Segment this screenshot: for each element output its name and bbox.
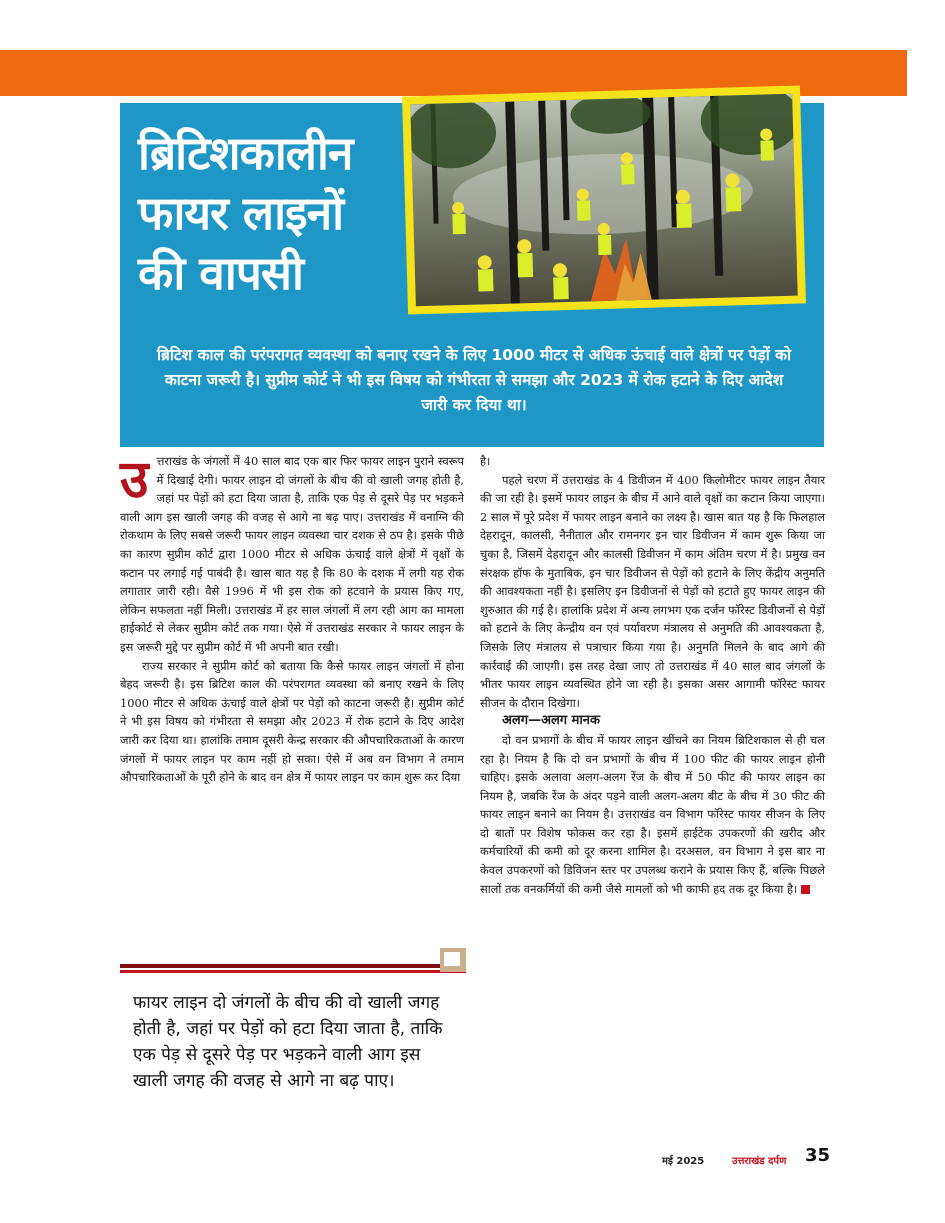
footer-magazine-name: उत्तराखंड दर्पण (732, 1156, 787, 1167)
column-rule-dark (120, 964, 466, 968)
column-continuation: है। (480, 454, 491, 468)
body-paragraph-1-text: त्तराखंड के जंगलों में 40 साल बाद एक बार फिर फायर लाइन पुराने स्वरूप में दिखाई देगी। फायर लाइन दो जंगलों के बीच की वो खाली जगह होती है, जहां पर पेड़ों को हटा दिया जाता है, ताकि एक पेड़ से दूसरे पेड़ पर भड़कने वाली आग इस खाली जगह की वजह से आगे ना बढ़ पाए। उत्तराखंड में वनाग्नि की रोकथाम के लिए सबसे जरूरी फायर लाइन व्यवस्था चार दशक से ठप है। इसके पीछे का कारण सुप्रीम कोर्ट द्वारा 1000 मीटर से अधिक ऊंचाई वाले क्षेत्रों में वृक्षों के कटान पर लगाई गई पाबंदी है। खास बात यह है कि 80 के दशक में लगी यह रोक लगातार जारी रही। वैसे 1996 में भी इस रोक को हटवाने के प्रयास किए गए, लेकिन सफलता नहीं मिली। उत्तराखंड में हर साल जंगलों में लग रही आग का मामला हाईकोर्ट से लेकर सुप्रीम कोर्ट तक गया। ऐसे में उत्तराखंड सरकार ने फायर लाइन के इस जरूरी मुद्दे पर सुप्रीम कोर्ट में भी अपनी बात रखी। (120, 454, 464, 654)
section-subhead: अलग—अलग मानक (502, 713, 600, 729)
photo-frame (402, 85, 806, 314)
body-paragraph-4 (480, 731, 825, 898)
pull-quote: फायर लाइन दो जंगलों के बीच की वो खाली जगह होती है, जहां पर पेड़ों को हटा दिया जाता है, ताकि एक पेड़ से दूसरे पेड़ पर भड़कने वाली आग इस खाली जगह की वजह से आगे ना बढ़ पाए। (133, 993, 443, 1091)
column-rule-red (120, 970, 466, 973)
hero-panel (120, 103, 824, 447)
article-headline (138, 123, 408, 303)
right-column (480, 452, 825, 898)
body-paragraph-4-text: दो वन प्रभागों के बीच में फायर लाइन खींचने का नियम ब्रिटिशकाल से ही चल रहा है। नियम है कि दो वन प्रभागों के बीच में 100 फीट की फायर लाइन होनी चाहिए। इसके अलावा अलग-अलग रेंज के बीच में 50 फीट की फायर लाइन का नियम है, जबकि रेंज के अंदर पड़ने वाली अलग-अलग बीट के बीच में 30 फीट की फायर लाइन बनाने का नियम है। उत्तराखंड वन विभाग फॉरेस्ट फायर सीजन के लिए दो बातों पर विशेष फोकस कर रहा है। इसमें हाईटेक उपकरणों की खरीद और कर्मचारियों की कमी को दूर करना शामिल है। दरअसल, वन विभाग ने इस बार ना केवल उपकरणों को डिविजन स्तर पर उपलब्ध कराने के प्रयास किए हैं, बल्कि पिछले सालों तक वनकर्मियों की कमी जैसे मामलों को भी काफी हद तक दूर किया है। (480, 732, 825, 896)
headline-line-1: ब्रिटिशकालीन (138, 126, 353, 180)
page-number: 35 (805, 1145, 831, 1166)
left-column (120, 452, 464, 787)
body-paragraph-1 (120, 452, 464, 657)
rule-corner-ornament (440, 948, 466, 972)
forest-firefighters-photo (410, 94, 797, 307)
footer-date: मई 2025 (662, 1156, 705, 1167)
end-of-article-icon (801, 885, 810, 894)
body-paragraph-2: राज्य सरकार ने सुप्रीम कोर्ट को बताया कि कैसे फायर लाइन जंगलों में होना बेहद जरूरी है। इस ब्रिटिश काल की परंपरागत व्यवस्था को बनाए रखने के लिए 1000 मीटर से अधिक ऊंचाई वाले क्षेत्रों पर पेड़ों को काटना जरूरी है। सुप्रीम कोर्ट ने भी इस विषय को गंभीरता से समझा और 2023 में रोक हटाने के दिए आदेश जारी कर दिया था। हालांकि तमाम दूसरी केन्द्र सरकार की औपचारिकताओं के कारण जंगलों में फायर लाइन पर काम नहीं हो सका। ऐसे में अब वन विभाग ने तमाम औपचारिकताओं के पूरी होने के बाद वन क्षेत्र में फायर लाइन पर काम शुरू कर दिया (120, 658, 464, 785)
article-deck: ब्रिटिश काल की परंपरागत व्यवस्था को बनाए रखने के लिए 1000 मीटर से अधिक ऊंचाई वाले क्षेत्रों पर पेड़ों को काटना जरूरी है। सुप्रीम कोर्ट ने भी इस विषय को गंभीरता से समझा और 2023 में रोक हटाने के दिए आदेश जारी कर दिया था। (156, 346, 792, 414)
headline-line-2: फायर लाइनों (138, 186, 344, 240)
drop-cap: उ (120, 450, 149, 510)
body-paragraph-3: पहले चरण में उत्तराखंड के 4 डिवीजन में 400 किलोमीटर फायर लाइन तैयार की जा रही है। इसमें फायर लाइन के बीच में आने वाले वृक्षों का कटान किया जाएगा। 2 साल में पूरे प्रदेश में फायर लाइन बनाने का लक्ष्य है। खास बात यह है कि फिलहाल देहरादून, कालसी, नैनीताल और रामनगर इन चार डिवीजन में काम शुरू किया जा चुका है, जिसमें देहरादून और कालसी डिवीजन में काम अंतिम चरण में है। प्रमुख वन संरक्षक हॉफ के मुताबिक, इन चार डिवीजन से पेड़ों को हटाने के लिए केंद्रीय अनुमति की आवश्यकता नहीं है। इसलिए इन डिवीजनों से पेड़ों को हटाते हुए फायर लाइन की शुरुआत की गई है। हालांकि प्रदेश में अन्य लगभग एक दर्जन फॉरेस्ट डिवीजनों से पेड़ों को हटाने के लिए केन्द्रीय वन एवं पर्यावरण मंत्रालय से अनुमति की आवश्यकता है, जिसके लिए मंत्रालय से पत्राचार किया गया है। अनुमति मिलने के बाद आगे की कार्रवाई की जाएगी। इस तरह देखा जाए तो उत्तराखंड में 40 साल बाद जंगलों के भीतर फायर लाइन व्यवस्थित होने जा रही है। इसका असर आगामी फॉरेस्ट फायर सीजन के दौरान दिखेगा। (480, 472, 825, 710)
headline-line-3: की वापसी (138, 246, 303, 300)
